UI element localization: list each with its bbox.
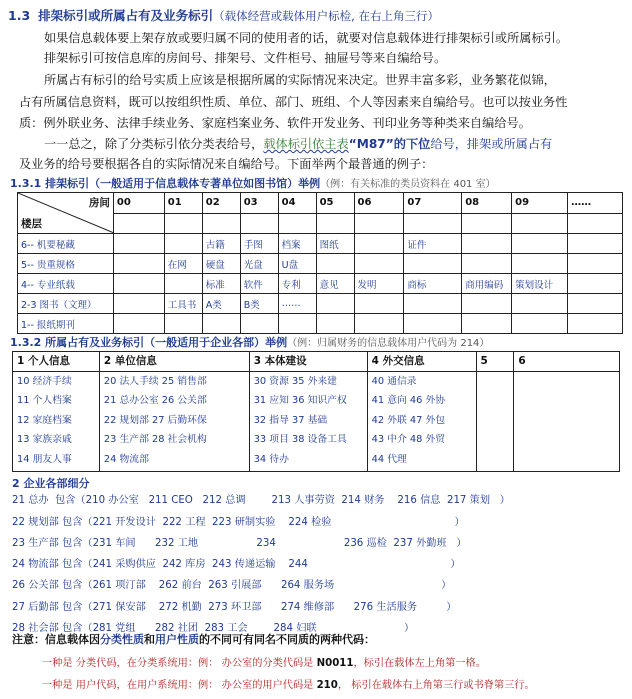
- enterprise-line: 24 物流部 包含（241 采购供应 242 库房 243 传递运输 244 ）: [12, 559, 461, 570]
- table-cell: 古籍: [202, 234, 240, 254]
- table-cell: B类: [240, 294, 278, 314]
- table-corner-cell: [18, 193, 114, 234]
- category-items: [249, 372, 367, 472]
- category-item: 44 代理: [371, 453, 407, 465]
- category-item: 24 物流部: [103, 453, 149, 465]
- category-heading: 5: [476, 352, 514, 372]
- table-row: [18, 254, 623, 274]
- category-item: 41 意向 46 外协: [371, 395, 446, 407]
- table-row: [18, 314, 623, 334]
- column-header: 04: [278, 193, 316, 214]
- paragraph-line: 所属占有标引的给号实质上应该是根据所属的实际情况来决定。世界丰富多彩，业务繁花似锦，: [44, 73, 556, 87]
- category-item: 10 经济手续: [17, 376, 72, 387]
- table-cell: 档案: [278, 234, 316, 254]
- table-row: [18, 274, 623, 294]
- table-cell: [113, 294, 164, 314]
- category-items: [99, 372, 249, 472]
- table-cell: [278, 314, 316, 334]
- notice-tail: 的不同可有同名不同质的两种代码：: [199, 633, 375, 646]
- category-heading: 2 单位信息: [99, 352, 249, 372]
- shelf-table: [17, 192, 623, 334]
- table-cell: 发明: [354, 274, 404, 294]
- paragraph-line: 如果信息载体要上架存放或要归属不同的使用者的话，就要对信息载体进行排架标引或所属标引。: [44, 31, 569, 45]
- table-cell: [354, 314, 404, 334]
- category-heading: 3 本体建设: [249, 352, 367, 372]
- category-item: 33 项目 38 设备工具: [253, 434, 347, 446]
- table-cell: [164, 314, 202, 334]
- paragraph-line: 质：例外联业务、法律手续业务、家庭档案业务、软件开发业务、刊印业务等种类来自编给号。: [19, 116, 531, 130]
- table-cell: [404, 294, 462, 314]
- category-item: 42 外联 47 外包: [371, 414, 446, 426]
- section-132-title: [10, 335, 489, 352]
- table-cell: ……: [278, 294, 316, 314]
- example-code: 210: [316, 680, 338, 691]
- table-row: [18, 234, 623, 254]
- row-label: 4-- 专业纸载: [18, 274, 114, 294]
- notice-bold-2: 用户性质: [155, 633, 199, 646]
- category-item: 34 待办: [253, 453, 289, 465]
- category-item: 20 法人手续 25 销售部: [103, 376, 207, 387]
- category-item: 30 资源 35 外来建: [253, 376, 337, 387]
- column-header: 07: [404, 193, 462, 214]
- enterprise-line: 23 生产部 包含（231 车间 232 工地 234 236 巡检 237 外勤班 ）: [12, 538, 467, 549]
- example-code: N0011: [316, 658, 354, 669]
- table-cell: [316, 254, 354, 274]
- table-cell: [512, 314, 568, 334]
- column-header: 01: [164, 193, 202, 214]
- category-item: 40 通信录: [371, 376, 417, 387]
- table-cell: 专利: [278, 274, 316, 294]
- enterprise-line: 22 规划部 包含（221 开发设计 222 工程 223 研制实验 224 检验 ）: [12, 517, 465, 528]
- notice-bold-1: 分类性质: [100, 633, 144, 646]
- table-cell: [354, 254, 404, 274]
- category-item: 22 规划部 27 后勤环保: [103, 414, 207, 426]
- category-item: 23 生产部 28 社会机构: [103, 434, 207, 446]
- example-post: ，标引在载体左上角第一格。: [353, 658, 486, 669]
- enterprise-title: 2 企业各部细分: [12, 477, 90, 490]
- row-label: 2-3 图书（文理）: [18, 294, 114, 314]
- table-cell: 商标: [404, 274, 462, 294]
- table-cell: [354, 234, 404, 254]
- category-item: 13 家族亲戚: [17, 434, 72, 446]
- table-row: [18, 294, 623, 314]
- table-cell: [404, 314, 462, 334]
- paragraph-line: 及业务的给号要根据各自的实际情况来自编给号。下面举两个最普通的例子：: [19, 157, 434, 171]
- table-cell: [316, 314, 354, 334]
- column-header: 02: [202, 193, 240, 214]
- column-header: 03: [240, 193, 278, 214]
- summary-text-a: 一一总之，除了分类标引依分类表给号，: [44, 137, 264, 151]
- paragraph-line: 排架标引可按信息库的房间号、排架号、文件柜号、抽屉号等来自编给号。: [44, 51, 447, 65]
- table-cell: [113, 234, 164, 254]
- table-cell: 证件: [404, 234, 462, 254]
- table-cell: [404, 254, 462, 274]
- column-header: 06: [354, 193, 404, 214]
- table-cell: [462, 234, 512, 254]
- table-cell: [164, 274, 202, 294]
- category-item: 32 指导 37 基础: [253, 414, 328, 426]
- table-cell: [512, 254, 568, 274]
- category-items: [514, 372, 620, 472]
- category-item: 43 中介 48 外贸: [371, 434, 446, 446]
- table-cell: 策划设计: [512, 274, 568, 294]
- table-cell: 手图: [240, 234, 278, 254]
- paragraph-line: [44, 136, 552, 152]
- paragraph-line: 占有所属信息资料，既可以按组织性质、单位、部门、班组、个人等因素来自编给号。也可以按业务性: [19, 95, 568, 109]
- table-cell: [462, 294, 512, 314]
- column-header: 09: [512, 193, 568, 214]
- table-cell: 商用编码: [462, 274, 512, 294]
- table-cell: [568, 254, 623, 274]
- section-132-title-text: 1.3.2 所属占有及业务标引（一般适用于企业各部）举例: [10, 336, 288, 349]
- table-cell: [512, 234, 568, 254]
- notice-lead: 注意：信息载体因: [12, 633, 100, 646]
- table-cell: [568, 294, 623, 314]
- category-item: 21 总办公室 26 公关部: [103, 395, 207, 407]
- column-header: ……: [568, 193, 623, 214]
- table-cell: [462, 314, 512, 334]
- table-cell: [462, 254, 512, 274]
- table-cell: 标准: [202, 274, 240, 294]
- notice-line: [12, 632, 375, 648]
- category-items: [13, 372, 100, 472]
- category-item: 31 应知 36 知识产权: [253, 395, 347, 407]
- column-header: 05: [316, 193, 354, 214]
- table-cell: [240, 314, 278, 334]
- enterprise-line: 27 后勤部 包含（271 保安部 272 机勤 273 环卫部 274 维修部 276 生活服务 ）: [12, 602, 457, 613]
- category-item: 11 个人档案: [17, 395, 72, 407]
- enterprise-line: 28 社会部 包含（281 党组 282 社团 283 工会 284 妇联 ）: [12, 623, 415, 634]
- table-cell: [202, 314, 240, 334]
- category-item: 12 家庭档案: [17, 414, 72, 426]
- table-cell: [568, 274, 623, 294]
- table-cell: U盘: [278, 254, 316, 274]
- table-cell: 软件: [240, 274, 278, 294]
- example-line: [42, 656, 486, 672]
- section-132-note: （例：归属财务的信息载体用户代码为 214）: [287, 338, 490, 349]
- column-header: 08: [462, 193, 512, 214]
- category-heading: 4 外交信息: [367, 352, 476, 372]
- notice-mid: 和: [144, 633, 155, 646]
- header-floor: 楼层: [21, 218, 42, 230]
- enterprise-line: 21 总办 包含（210 办公室 211 CEO 212 总调 213 人事劳资 214 财务 216 信息 217 策划 ）: [12, 495, 510, 506]
- category-item: 14 朋友人事: [17, 453, 72, 465]
- ownership-table: [12, 351, 620, 472]
- table-cell: 图纸: [316, 234, 354, 254]
- section-131-title-text: 1.3.1 排架标引（一般适用于信息载体专著单位如图书馆）举例: [10, 177, 321, 190]
- row-label: 1-- 报纸期刊: [18, 314, 114, 334]
- heading-subtitle: （载体经营或载体用户标检, 在右上角三行）: [213, 9, 439, 23]
- table-cell: 在网: [164, 254, 202, 274]
- summary-text-c: “M87”的下位: [348, 137, 431, 151]
- example-pre: 一种是 分类代码，在分类系统用：例： 办公室的分类代码是: [42, 658, 317, 669]
- example-pre: 一种是 用户代码，在用户系统用：例： 办公室的用户代码是: [42, 680, 317, 691]
- table-cell: [568, 314, 623, 334]
- section-131-title: [10, 176, 496, 193]
- table-cell: A类: [202, 294, 240, 314]
- table-cell: [568, 234, 623, 254]
- table-cell: 硬盘: [202, 254, 240, 274]
- table-cell: [164, 234, 202, 254]
- category-heading: 1 个人信息: [13, 352, 100, 372]
- table-cell: 意见: [316, 274, 354, 294]
- summary-text-d: 给号，排架或所属占有: [430, 137, 553, 151]
- section-131-note: （例：有关标准的类员资料在 401 室）: [320, 179, 496, 190]
- row-label: 5-- 贵重规格: [18, 254, 114, 274]
- table-cell: [354, 294, 404, 314]
- category-items: [476, 372, 514, 472]
- section-heading: [8, 8, 439, 24]
- heading-number: 1.3: [8, 8, 31, 23]
- table-cell: [316, 294, 354, 314]
- enterprise-line: 26 公关部 包含（261 项汀部 262 前台 263 引展部 264 服务场 ）: [12, 580, 452, 591]
- table-cell: 工具书: [164, 294, 202, 314]
- table-cell: [113, 274, 164, 294]
- example-post: ， 标引在载体右上角第三行或书脊第三行。: [337, 680, 535, 691]
- category-items: [367, 372, 476, 472]
- heading-title: 排架标引或所属占有及业务标引: [38, 8, 214, 23]
- table-cell: [113, 254, 164, 274]
- column-header: 00: [113, 193, 164, 214]
- table-cell: [113, 314, 164, 334]
- category-heading: 6: [514, 352, 620, 372]
- row-label: 6-- 机要秘藏: [18, 234, 114, 254]
- header-room: 房间: [88, 197, 110, 209]
- table-cell: [512, 294, 568, 314]
- example-line: [42, 678, 535, 694]
- summary-text-b: 载体标引依主表: [263, 137, 349, 151]
- table-cell: 光盘: [240, 254, 278, 274]
